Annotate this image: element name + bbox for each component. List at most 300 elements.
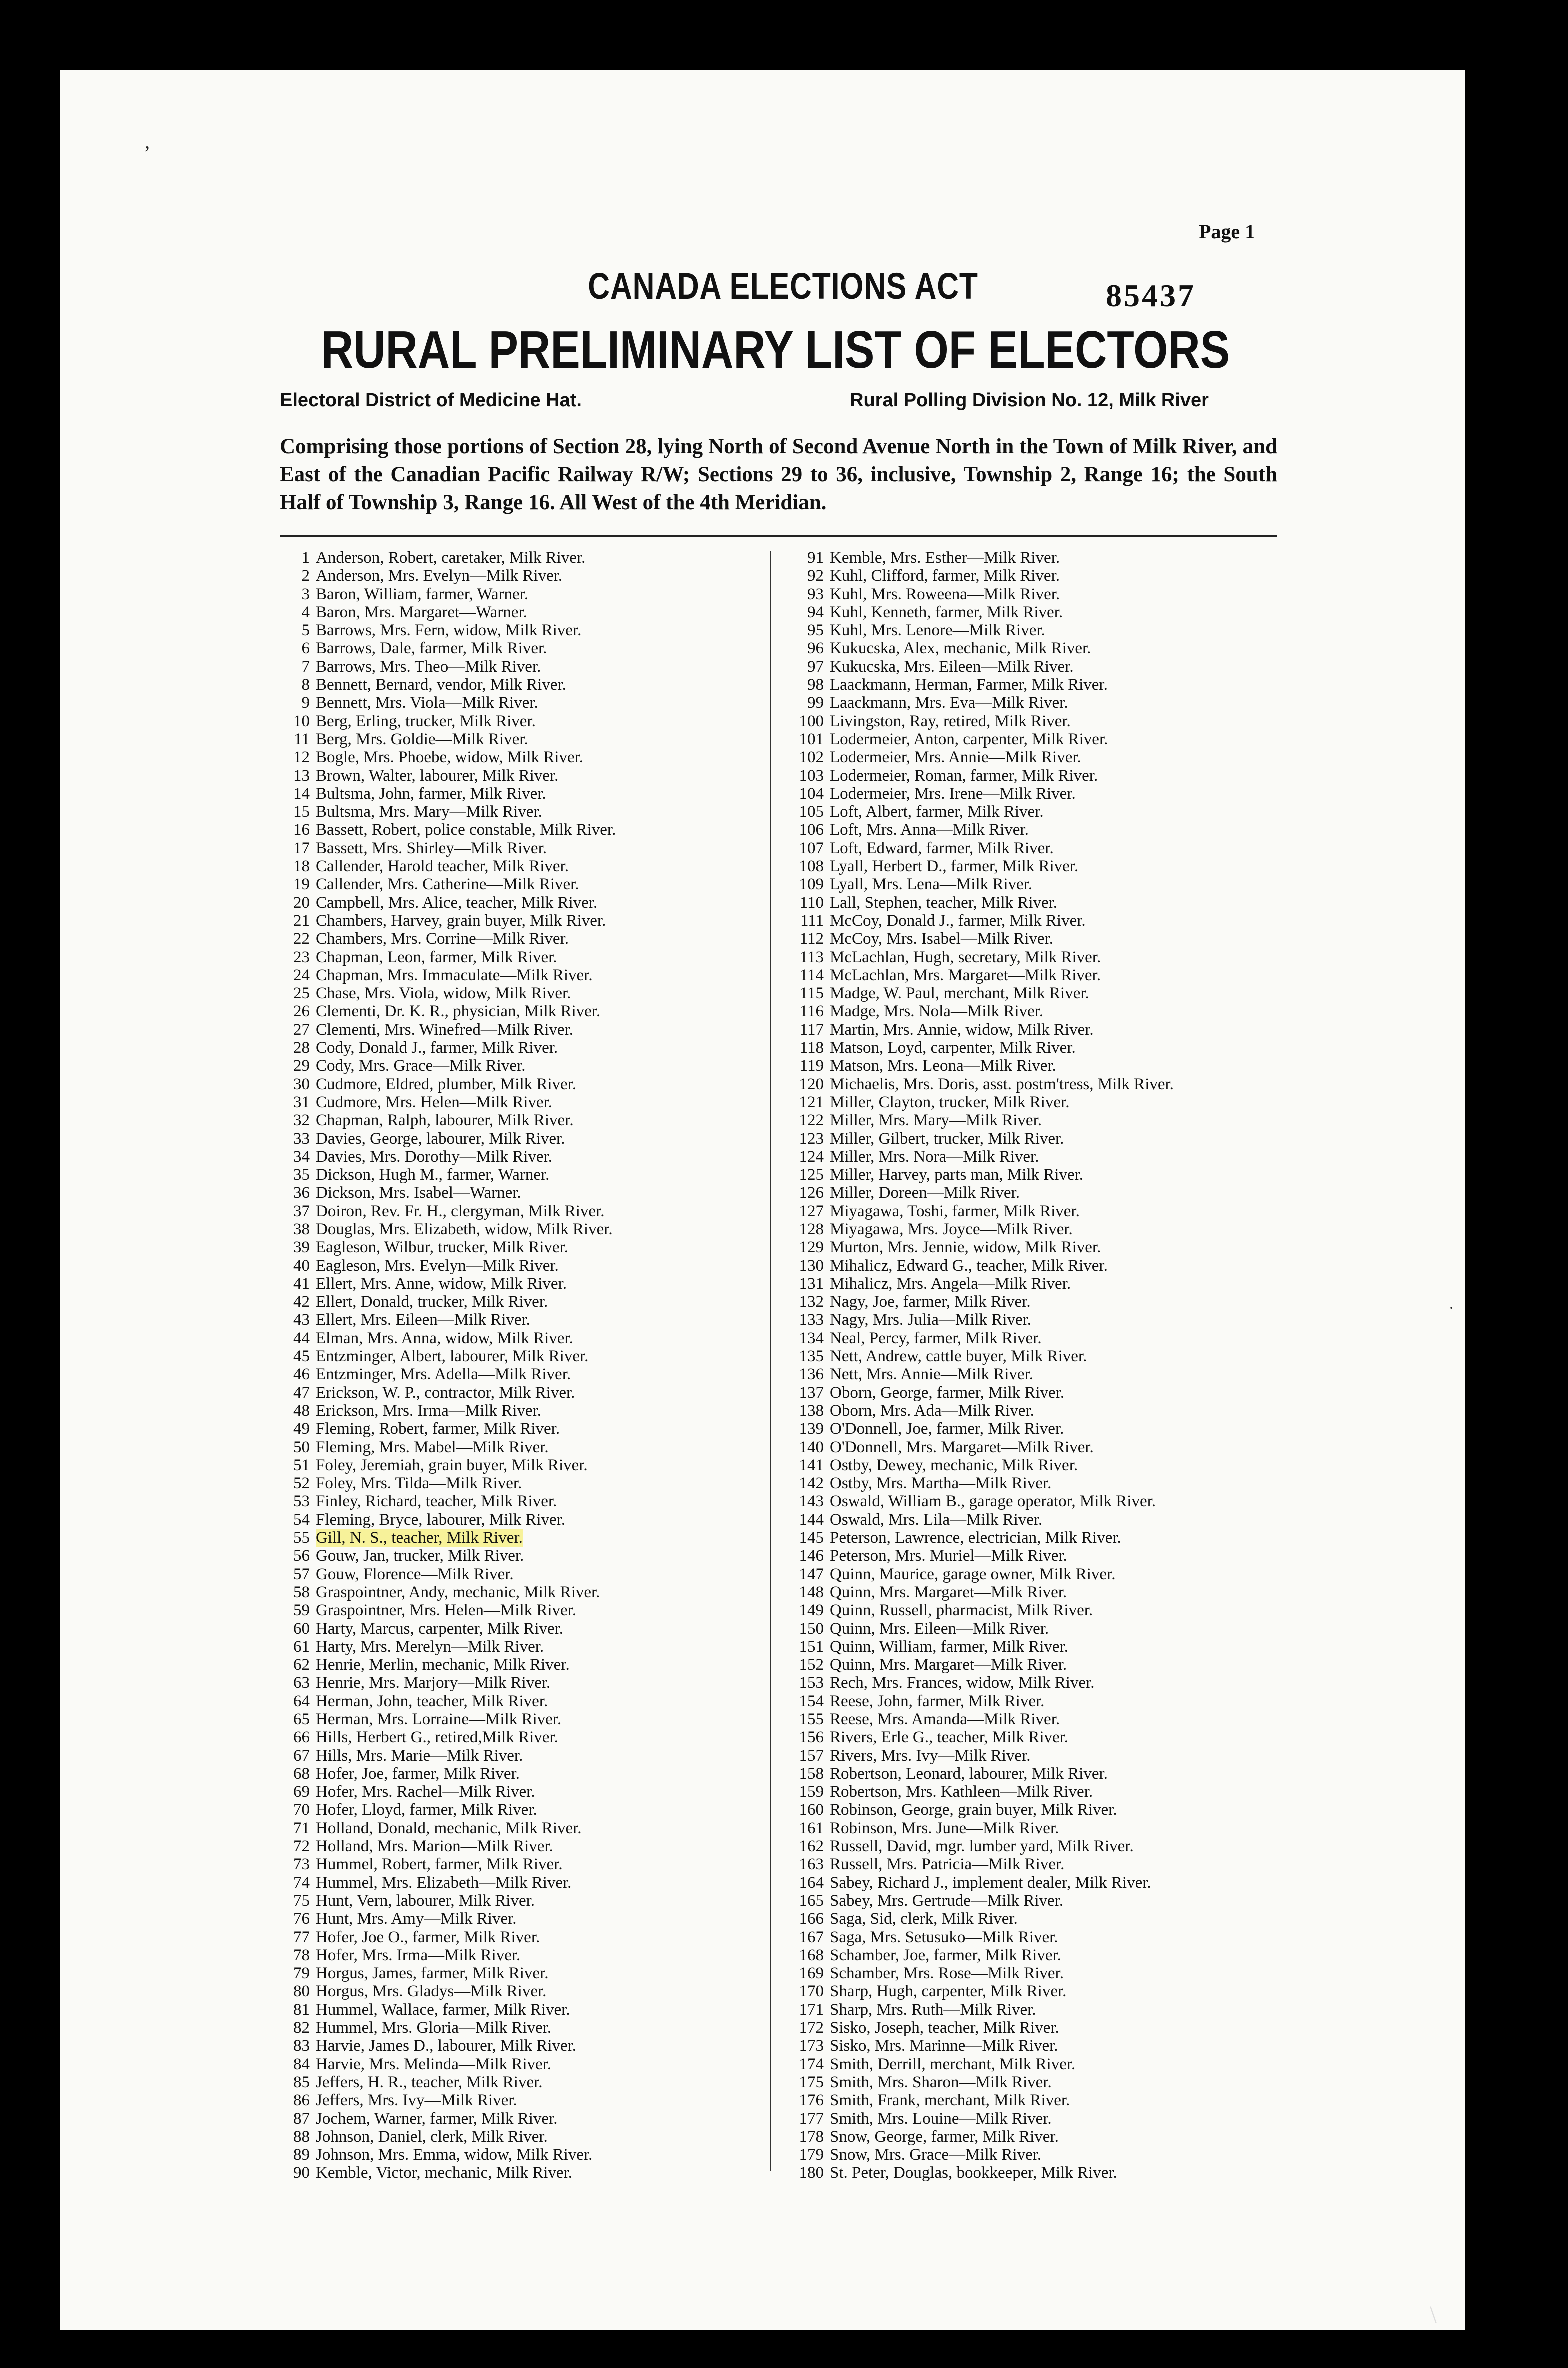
elector-name: Hills, Mrs. Marie—Milk River. <box>316 1746 524 1765</box>
elector-entry <box>790 694 1174 712</box>
elector-number: 153 <box>799 1674 824 1692</box>
elector-number: 87 <box>294 2110 310 2128</box>
elector-entry <box>790 2001 1174 2019</box>
elector-name: Kuhl, Kenneth, farmer, Milk River. <box>830 603 1064 622</box>
elector-name: Fleming, Bryce, labourer, Milk River. <box>316 1510 566 1529</box>
elector-entry <box>790 2037 1174 2055</box>
elector-number: 130 <box>799 1256 824 1275</box>
elector-entry <box>280 712 616 730</box>
elector-number: 171 <box>799 2000 824 2019</box>
elector-name: Sabey, Mrs. Gertrude—Milk River. <box>830 1892 1064 1910</box>
elector-number: 35 <box>294 1166 310 1184</box>
elector-entry <box>790 1820 1174 1838</box>
elector-number: 62 <box>294 1656 310 1674</box>
elector-name: Hofer, Joe O., farmer, Milk River. <box>316 1928 540 1946</box>
elector-entry <box>280 1148 616 1166</box>
elector-name: Matson, Loyd, carpenter, Milk River. <box>830 1039 1076 1058</box>
elector-number: 120 <box>799 1075 824 1094</box>
elector-entry <box>790 1311 1174 1329</box>
elector-entry <box>790 1094 1174 1112</box>
elector-number: 101 <box>799 730 824 748</box>
elector-number: 12 <box>294 748 310 767</box>
elector-number: 37 <box>294 1202 310 1220</box>
elector-number: 108 <box>799 858 824 876</box>
elector-entry <box>280 1874 616 1892</box>
elector-name: Cudmore, Mrs. Helen—Milk River. <box>316 1093 552 1112</box>
elector-number: 63 <box>294 1674 310 1692</box>
elector-number: 158 <box>799 1764 824 1783</box>
elector-name: Entzminger, Mrs. Adella—Milk River. <box>316 1366 572 1384</box>
elector-name: Finley, Richard, teacher, Milk River. <box>316 1492 558 1511</box>
elector-number: 136 <box>799 1366 824 1384</box>
elector-number: 133 <box>799 1311 824 1330</box>
elector-number: 167 <box>799 1928 824 1946</box>
elector-number: 5 <box>302 622 310 640</box>
elector-entry <box>280 730 616 748</box>
elector-entry <box>280 1474 616 1492</box>
elector-name: Ostby, Dewey, mechanic, Milk River. <box>830 1456 1078 1474</box>
elector-number: 138 <box>799 1402 824 1420</box>
elector-number: 148 <box>799 1583 824 1602</box>
elector-name: Kukucska, Mrs. Eileen—Milk River. <box>830 658 1074 676</box>
elector-entry <box>790 1620 1174 1638</box>
elector-name: Russell, Mrs. Patricia—Milk River. <box>830 1856 1065 1874</box>
elector-number: 33 <box>294 1130 310 1148</box>
elector-number: 145 <box>799 1529 824 1548</box>
elector-entry <box>280 1220 616 1238</box>
elector-name: Smith, Derrill, merchant, Milk River. <box>830 2055 1076 2074</box>
elector-number: 111 <box>800 912 824 930</box>
elector-name: Loft, Edward, farmer, Milk River. <box>830 839 1054 858</box>
elector-number: 64 <box>294 1692 310 1710</box>
elector-number: 175 <box>799 2073 824 2092</box>
elector-entry <box>790 1492 1174 1510</box>
elector-number: 95 <box>808 622 824 640</box>
elector-entry <box>280 1801 616 1819</box>
elector-name: Robinson, Mrs. June—Milk River. <box>830 1819 1060 1838</box>
elector-name: Harty, Mrs. Merelyn—Milk River. <box>316 1638 544 1656</box>
elector-number: 161 <box>799 1819 824 1838</box>
polling-division: Rural Polling Division No. 12, Milk River <box>850 390 1209 411</box>
elector-name: Davies, Mrs. Dorothy—Milk River. <box>316 1148 552 1166</box>
elector-entry <box>280 694 616 712</box>
elector-entry <box>790 966 1174 984</box>
elector-number: 127 <box>799 1202 824 1220</box>
elector-entry <box>280 1529 616 1547</box>
elector-number: 94 <box>808 603 824 622</box>
elector-name: Lodermeier, Roman, farmer, Milk River. <box>830 766 1098 785</box>
elector-entry <box>790 1330 1174 1348</box>
elector-number: 123 <box>799 1130 824 1148</box>
elector-name: Saga, Sid, clerk, Milk River. <box>830 1910 1018 1928</box>
elector-name: Nagy, Mrs. Julia—Milk River. <box>830 1311 1032 1330</box>
elector-entry <box>280 1547 616 1565</box>
elector-name: Henrie, Mrs. Marjory—Milk River. <box>316 1674 551 1692</box>
elector-name: Chambers, Harvey, grain buyer, Milk River. <box>316 912 606 930</box>
elector-name: Robinson, George, grain buyer, Milk River. <box>830 1801 1118 1820</box>
elector-name: Harvie, James D., labourer, Milk River. <box>316 2037 577 2056</box>
elector-entry <box>280 1366 616 1384</box>
elector-entry <box>280 1202 616 1220</box>
elector-name: Hummel, Mrs. Elizabeth—Milk River. <box>316 1874 572 1892</box>
elector-entry <box>280 1838 616 1856</box>
elector-entry <box>790 658 1174 676</box>
elector-entry <box>280 966 616 984</box>
elector-number: 41 <box>294 1274 310 1293</box>
elector-name: Erickson, Mrs. Irma—Milk River. <box>316 1402 542 1420</box>
elector-number: 13 <box>294 766 310 785</box>
elector-entry <box>790 567 1174 585</box>
elector-name: Miller, Gilbert, trucker, Milk River. <box>830 1130 1064 1148</box>
elector-number: 116 <box>800 1002 824 1021</box>
elector-name: Reese, John, farmer, Milk River. <box>830 1692 1045 1710</box>
elector-entry <box>280 1692 616 1710</box>
elector-entry <box>280 1257 616 1275</box>
elector-entry <box>790 894 1174 912</box>
elector-entry <box>790 785 1174 803</box>
elector-name: Miller, Doreen—Milk River. <box>830 1184 1020 1202</box>
elector-number: 8 <box>302 676 310 694</box>
elector-entry <box>280 1238 616 1256</box>
elector-number: 43 <box>294 1311 310 1330</box>
elector-entry <box>790 1384 1174 1402</box>
elector-number: 110 <box>800 894 824 912</box>
elector-name: Oborn, Mrs. Ada—Milk River. <box>830 1402 1034 1420</box>
elector-entry <box>280 1728 616 1746</box>
elector-entry <box>280 1964 616 1982</box>
elector-number: 99 <box>808 694 824 712</box>
elector-entry <box>790 2019 1174 2037</box>
elector-entry <box>790 858 1174 876</box>
elector-name: Rivers, Mrs. Ivy—Milk River. <box>830 1746 1031 1765</box>
elector-entry <box>790 840 1174 858</box>
elector-name: Callender, Mrs. Catherine—Milk River. <box>316 876 580 894</box>
elector-number: 118 <box>800 1039 824 1058</box>
elector-number: 174 <box>799 2055 824 2074</box>
elector-entry <box>790 1638 1174 1656</box>
elector-name: Mihalicz, Mrs. Angela—Milk River. <box>830 1274 1072 1293</box>
elector-number: 105 <box>799 803 824 822</box>
elector-entry <box>790 1747 1174 1765</box>
electors-list-left <box>280 549 616 2182</box>
elector-number: 91 <box>808 549 824 567</box>
elector-number: 178 <box>799 2128 824 2146</box>
elector-name: Bogle, Mrs. Phoebe, widow, Milk River. <box>316 748 584 767</box>
elector-entry <box>280 1094 616 1112</box>
elector-entry <box>790 1420 1174 1438</box>
elector-entry <box>280 2074 616 2092</box>
elector-entry <box>280 1820 616 1838</box>
elector-number: 107 <box>799 839 824 858</box>
elector-entry <box>790 1438 1174 1456</box>
elector-entry <box>280 984 616 1002</box>
elector-number: 122 <box>799 1112 824 1130</box>
elector-entry <box>280 1420 616 1438</box>
elector-entry <box>280 948 616 966</box>
elector-name: Clementi, Dr. K. R., physician, Milk River. <box>316 1002 601 1021</box>
elector-number: 135 <box>799 1348 824 1366</box>
elector-name: Ostby, Mrs. Martha—Milk River. <box>830 1474 1052 1493</box>
elector-entry <box>280 1184 616 1202</box>
elector-number: 45 <box>294 1348 310 1366</box>
elector-name: Jochem, Warner, farmer, Milk River. <box>316 2110 558 2128</box>
elector-number: 65 <box>294 1710 310 1728</box>
elector-name: Kuhl, Mrs. Roweena—Milk River. <box>830 585 1060 604</box>
elector-name: Miyagawa, Toshi, farmer, Milk River. <box>830 1202 1080 1220</box>
elector-entry <box>790 1511 1174 1529</box>
elector-name: Michaelis, Mrs. Doris, asst. postm'tress, Milk River. <box>830 1075 1174 1094</box>
elector-name: Lyall, Herbert D., farmer, Milk River. <box>830 858 1079 876</box>
elector-name: Smith, Mrs. Sharon—Milk River. <box>830 2073 1052 2092</box>
elector-name: Chambers, Mrs. Corrine—Milk River. <box>316 930 569 948</box>
elector-number: 49 <box>294 1420 310 1438</box>
scan-speck: , <box>145 130 150 153</box>
elector-number: 103 <box>799 766 824 785</box>
elector-name: Kukucska, Alex, mechanic, Milk River. <box>830 640 1092 658</box>
elector-number: 152 <box>799 1656 824 1674</box>
elector-entry <box>280 767 616 785</box>
elector-name: Barrows, Dale, farmer, Milk River. <box>316 640 548 658</box>
elector-number: 84 <box>294 2055 310 2074</box>
elector-entry <box>790 2128 1174 2146</box>
elector-entry <box>280 2146 616 2164</box>
elector-name: Cody, Donald J., farmer, Milk River. <box>316 1039 558 1058</box>
elector-entry <box>790 1148 1174 1166</box>
elector-number: 146 <box>799 1547 824 1566</box>
elector-name: Barrows, Mrs. Fern, widow, Milk River. <box>316 622 582 640</box>
elector-number: 88 <box>294 2128 310 2146</box>
elector-number: 125 <box>799 1166 824 1184</box>
elector-name: Quinn, Mrs. Eileen—Milk River. <box>830 1620 1050 1638</box>
elector-number: 57 <box>294 1565 310 1584</box>
elector-name: Oborn, George, farmer, Milk River. <box>830 1384 1065 1402</box>
elector-entry <box>280 658 616 676</box>
elector-entry <box>280 1566 616 1584</box>
elector-number: 77 <box>294 1928 310 1946</box>
elector-entry <box>790 1656 1174 1674</box>
elector-name: Dickson, Mrs. Isabel—Warner. <box>316 1184 522 1202</box>
elector-number: 75 <box>294 1892 310 1910</box>
elector-entry <box>280 1511 616 1529</box>
elector-number: 172 <box>799 2019 824 2038</box>
elector-number: 132 <box>799 1293 824 1312</box>
elector-name: McCoy, Mrs. Isabel—Milk River. <box>830 930 1054 948</box>
elector-name: Nett, Mrs. Annie—Milk River. <box>830 1366 1034 1384</box>
scan-speck: \ <box>1430 2300 1437 2328</box>
elector-name: Baron, Mrs. Margaret—Warner. <box>316 603 528 622</box>
elector-number: 27 <box>294 1020 310 1039</box>
elector-number: 79 <box>294 1964 310 1983</box>
elector-name: Jeffers, Mrs. Ivy—Milk River. <box>316 2092 518 2110</box>
elector-name: Hofer, Mrs. Irma—Milk River. <box>316 1946 521 1964</box>
elector-entry <box>790 712 1174 730</box>
elector-number: 126 <box>799 1184 824 1202</box>
elector-name: Kuhl, Clifford, farmer, Milk River. <box>830 567 1060 586</box>
elector-entry <box>280 1112 616 1130</box>
list-title: RURAL PRELIMINARY LIST OF ELECTORS <box>321 320 1230 380</box>
elector-name: Chapman, Leon, farmer, Milk River. <box>316 948 558 966</box>
elector-entry <box>790 821 1174 839</box>
elector-number: 86 <box>294 2092 310 2110</box>
elector-name: Hofer, Lloyd, farmer, Milk River. <box>316 1801 538 1820</box>
division-description: Comprising those portions of Section 28, lying North of Second Avenue North in the Town of Milk River, and East of the Canadian Pacific Railway R/W; Sections 29 to 36, inclusive, Township 2, Range 16; the South Half of Township 3, Range 16. All West of the 4th Meridian. <box>280 435 1278 514</box>
elector-entry <box>280 1710 616 1728</box>
elector-number: 150 <box>799 1620 824 1638</box>
elector-name: Horgus, Mrs. Gladys—Milk River. <box>316 1982 547 2001</box>
elector-name: Reese, Mrs. Amanda—Milk River. <box>830 1710 1060 1728</box>
elector-name: Nagy, Joe, farmer, Milk River. <box>830 1293 1031 1312</box>
elector-number: 143 <box>799 1492 824 1511</box>
elector-entry <box>280 821 616 839</box>
elector-name: Berg, Erling, trucker, Milk River. <box>316 712 536 730</box>
elector-number: 142 <box>799 1474 824 1493</box>
elector-number: 129 <box>799 1238 824 1257</box>
elector-name: Foley, Mrs. Tilda—Milk River. <box>316 1474 522 1493</box>
elector-name: Neal, Percy, farmer, Milk River. <box>830 1329 1042 1348</box>
elector-name: Hills, Herbert G., retired,Milk River. <box>316 1728 558 1747</box>
elector-name: Cody, Mrs. Grace—Milk River. <box>316 1057 526 1076</box>
elector-number: 38 <box>294 1220 310 1238</box>
elector-entry <box>280 622 616 640</box>
elector-entry <box>280 1311 616 1329</box>
elector-number: 56 <box>294 1547 310 1566</box>
elector-entry <box>280 1438 616 1456</box>
elector-number: 48 <box>294 1402 310 1420</box>
elector-name: Barrows, Mrs. Theo—Milk River. <box>316 658 542 676</box>
elector-number: 55 <box>294 1529 310 1548</box>
elector-name: Doiron, Rev. Fr. H., clergyman, Milk River. <box>316 1202 605 1220</box>
page-number: Page 1 <box>1199 220 1256 243</box>
elector-name: Hunt, Vern, labourer, Milk River. <box>316 1892 536 1910</box>
elector-number: 121 <box>799 1093 824 1112</box>
elector-name: Sisko, Mrs. Marinne—Milk River. <box>830 2037 1058 2056</box>
elector-number: 71 <box>294 1819 310 1838</box>
electors-list-right <box>790 549 1174 2182</box>
elector-name: Cudmore, Eldred, plumber, Milk River. <box>316 1075 577 1094</box>
elector-entry <box>280 1982 616 2000</box>
elector-entry <box>280 1856 616 1874</box>
elector-name: Sabey, Richard J., implement dealer, Milk River. <box>830 1874 1152 1892</box>
elector-number: 69 <box>294 1783 310 1802</box>
elector-number: 141 <box>799 1456 824 1474</box>
elector-entry <box>280 1765 616 1783</box>
elector-entry <box>280 676 616 694</box>
elector-entry <box>280 1057 616 1075</box>
elector-entry <box>790 1982 1174 2000</box>
elector-entry <box>280 912 616 930</box>
column-divider <box>770 551 772 2171</box>
elector-name: Henrie, Merlin, mechanic, Milk River. <box>316 1656 570 1674</box>
elector-name: Graspointner, Mrs. Helen—Milk River. <box>316 1602 577 1620</box>
elector-name: Oswald, William B., garage operator, Milk River. <box>830 1492 1156 1511</box>
elector-name: Callender, Harold teacher, Milk River. <box>316 858 569 876</box>
elector-name: Anderson, Mrs. Evelyn—Milk River. <box>316 567 563 586</box>
elector-entry <box>790 767 1174 785</box>
elector-entry <box>790 2092 1174 2110</box>
elector-entry <box>790 1002 1174 1020</box>
elector-number: 114 <box>800 966 824 984</box>
elector-name: Davies, George, labourer, Milk River. <box>316 1130 566 1148</box>
elector-entry <box>790 1783 1174 1801</box>
elector-name: Berg, Mrs. Goldie—Milk River. <box>316 730 528 748</box>
elector-entry <box>790 1202 1174 1220</box>
elector-name: Mihalicz, Edward G., teacher, Milk River. <box>830 1256 1108 1275</box>
elector-number: 166 <box>799 1910 824 1928</box>
elector-entry <box>790 1674 1174 1692</box>
elector-name: Clementi, Mrs. Winefred—Milk River. <box>316 1020 574 1039</box>
elector-name: Oswald, Mrs. Lila—Milk River. <box>830 1510 1043 1529</box>
elector-number: 3 <box>302 585 310 604</box>
elector-number: 39 <box>294 1238 310 1257</box>
elector-name: Baron, William, farmer, Warner. <box>316 585 529 604</box>
elector-entry <box>790 1366 1174 1384</box>
elector-name: Miller, Harvey, parts man, Milk River. <box>830 1166 1084 1184</box>
elector-entry <box>790 1856 1174 1874</box>
elector-number: 113 <box>800 948 824 966</box>
elector-entry <box>280 1456 616 1474</box>
elector-name: Hofer, Joe, farmer, Milk River. <box>316 1764 520 1783</box>
elector-entry <box>790 1964 1174 1982</box>
elector-name: Schamber, Joe, farmer, Milk River. <box>830 1946 1062 1964</box>
elector-entry <box>280 1402 616 1420</box>
elector-name: Loft, Albert, farmer, Milk River. <box>830 803 1044 822</box>
elector-name: Chapman, Mrs. Immaculate—Milk River. <box>316 966 593 984</box>
elector-entry <box>790 1801 1174 1819</box>
elector-entry <box>790 1275 1174 1293</box>
elector-entry <box>280 1910 616 1928</box>
elector-name: Peterson, Lawrence, electrician, Milk River. <box>830 1529 1122 1548</box>
elector-name: Quinn, Mrs. Margaret—Milk River. <box>830 1583 1068 1602</box>
elector-number: 106 <box>799 821 824 840</box>
electoral-district: Electoral District of Medicine Hat. <box>280 390 582 411</box>
elector-name: Johnson, Mrs. Emma, widow, Milk River. <box>316 2146 593 2164</box>
elector-number: 29 <box>294 1057 310 1076</box>
elector-entry <box>790 604 1174 622</box>
elector-number: 149 <box>799 1602 824 1620</box>
elector-number: 97 <box>808 658 824 676</box>
elector-name: Madge, W. Paul, merchant, Milk River. <box>830 984 1090 1003</box>
elector-name: Holland, Donald, mechanic, Milk River. <box>316 1819 582 1838</box>
elector-number: 15 <box>294 803 310 822</box>
elector-entry <box>790 1220 1174 1238</box>
elector-number: 26 <box>294 1002 310 1021</box>
elector-entry <box>790 984 1174 1002</box>
elector-entry <box>280 1021 616 1039</box>
elector-entry <box>790 1910 1174 1928</box>
elector-name: Lyall, Mrs. Lena—Milk River. <box>830 876 1033 894</box>
elector-number: 140 <box>799 1438 824 1456</box>
elector-number: 59 <box>294 1602 310 1620</box>
elector-name: Herman, Mrs. Lorraine—Milk River. <box>316 1710 562 1728</box>
elector-name: Hofer, Mrs. Rachel—Milk River. <box>316 1783 536 1802</box>
elector-number: 30 <box>294 1075 310 1094</box>
elector-number: 24 <box>294 966 310 984</box>
elector-name: Bultsma, Mrs. Mary—Milk River. <box>316 803 542 822</box>
elector-entry <box>790 586 1174 604</box>
elector-name: O'Donnell, Joe, farmer, Milk River. <box>830 1420 1064 1438</box>
elector-number: 162 <box>799 1838 824 1856</box>
elector-entry <box>280 785 616 803</box>
elector-number: 54 <box>294 1510 310 1529</box>
elector-number: 16 <box>294 821 310 840</box>
elector-name: Harty, Marcus, carpenter, Milk River. <box>316 1620 564 1638</box>
elector-number: 70 <box>294 1801 310 1820</box>
elector-name: Quinn, Mrs. Margaret—Milk River. <box>830 1656 1068 1674</box>
elector-entry <box>280 2092 616 2110</box>
elector-name: Ellert, Mrs. Anne, widow, Milk River. <box>316 1274 567 1293</box>
elector-entry <box>280 1166 616 1184</box>
elector-number: 28 <box>294 1039 310 1058</box>
